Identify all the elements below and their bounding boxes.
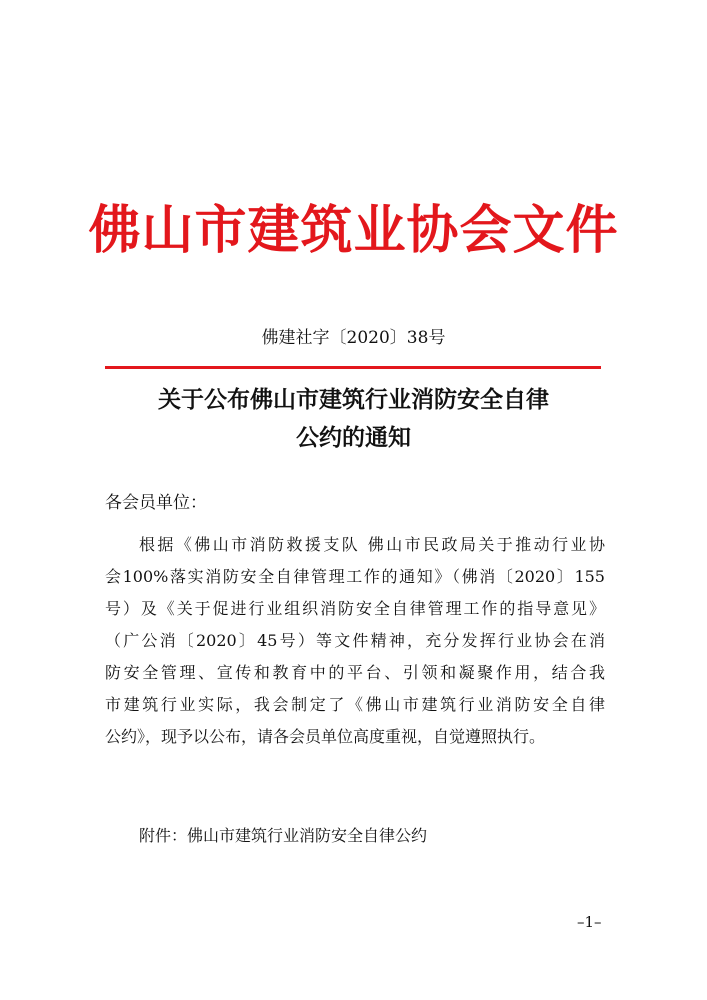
body-line: 公约》，现予以公布，请各会员单位高度重视，自觉遵照执行。 — [105, 727, 546, 746]
body-line: 市建筑行业实际，我会制定了《佛山市建筑行业消防安全自律 — [105, 695, 605, 714]
notice-title-line-2: 公约的通知 — [296, 425, 411, 451]
red-divider-line — [105, 366, 601, 369]
salutation: 各会员单位： — [105, 493, 207, 513]
notice-title-line-1: 关于公布佛山市建筑行业消防安全自律 — [158, 387, 549, 413]
page-number: –1– — [577, 913, 602, 931]
body-line: （广公消〔2020〕45号）等文件精神，充分发挥行业协会在消 — [105, 631, 605, 650]
document-masthead: 佛山市建筑业协会文件 — [88, 201, 619, 261]
body-line: 防安全管理、宣传和教育中的平台、引领和凝聚作用，结合我 — [105, 663, 605, 682]
body-line: 会100%落实消防安全自律管理工作的通知》（佛消〔2020〕155 — [105, 567, 605, 586]
notice-body — [105, 529, 605, 753]
notice-title — [0, 381, 707, 457]
attachment-note: 附件：佛山市建筑行业消防安全自律公约 — [139, 826, 428, 845]
body-line: 号）及《关于促进行业组织消防安全自律管理工作的指导意见》 — [105, 599, 605, 618]
body-line: 根据《佛山市消防救援支队 佛山市民政局关于推动行业协 — [139, 535, 605, 554]
document-number: 佛建社字〔2020〕38号 — [261, 328, 446, 348]
